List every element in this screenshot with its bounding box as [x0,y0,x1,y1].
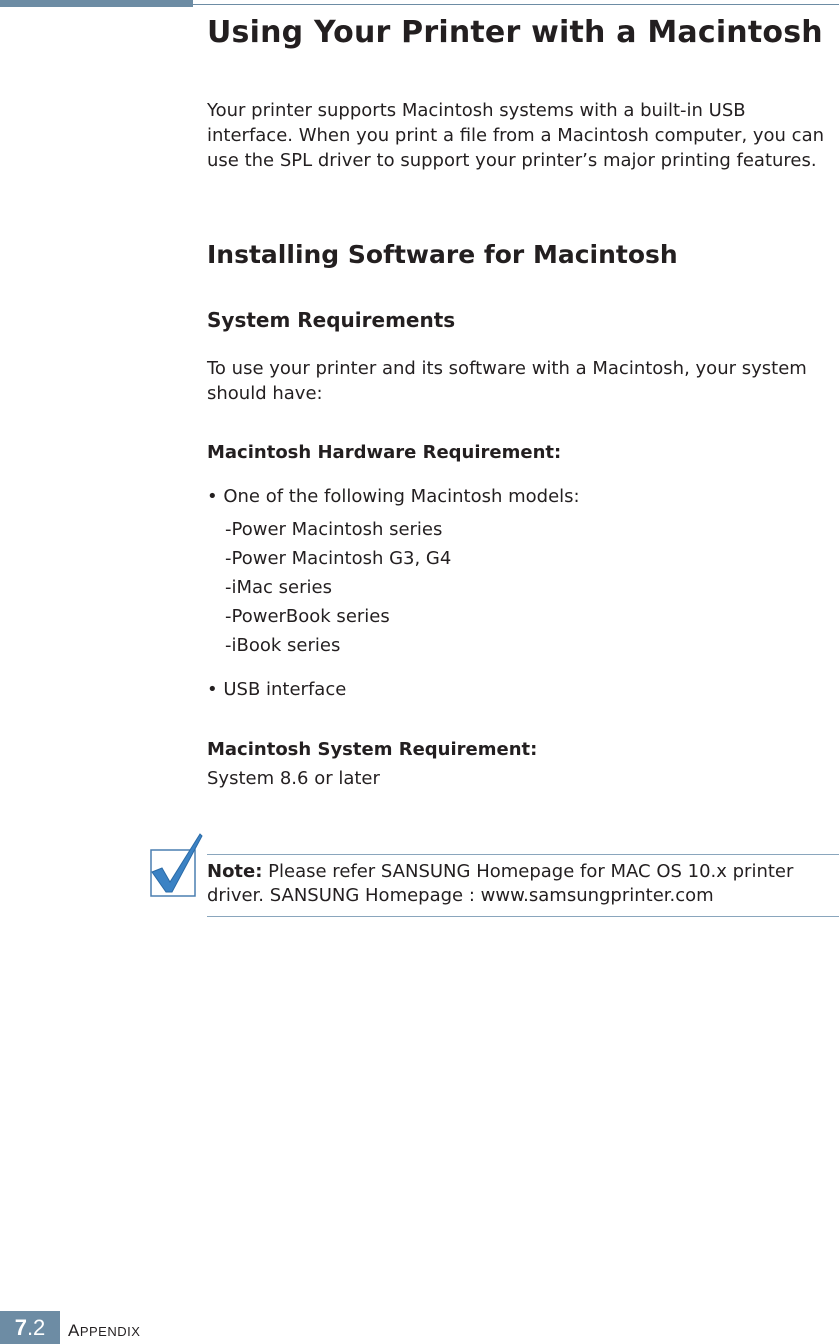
section-subheading: System Requirements [207,308,456,332]
section-heading: Installing Software for Macintosh [207,240,678,269]
footer-label-rest: PPENDIX [79,1324,141,1339]
list-item: -iBook series [225,635,341,656]
model-list [225,515,451,660]
note-text [207,860,837,908]
list-item: -Power Macintosh series [225,519,443,540]
header-accent-bar [0,0,193,7]
chapter-number: 7 [14,1315,27,1340]
note-bottom-rule [207,916,839,917]
note-body: Please refer SANSUNG Homepage for MAC OS 10.x printer driver. SANSUNG Homepage : www.samsungprinter.com [207,861,794,906]
system-requirement-title: Macintosh System Requirement: [207,739,538,760]
list-item: -Power Macintosh G3, G4 [225,548,452,569]
footer-section-label [68,1321,140,1341]
note-top-rule [207,854,839,855]
footer-label-initial: A [68,1321,80,1340]
note-label: Note: [207,861,263,882]
page-number: .2 [26,1315,46,1340]
usb-bullet: • USB interface [207,679,347,700]
system-requirement-value: System 8.6 or later [207,768,380,789]
requirements-intro: To use your printer and its software with a Macintosh, your system should have: [207,358,807,404]
page-number-badge [0,1311,60,1344]
list-item: -iMac series [225,577,332,598]
hardware-requirement-title: Macintosh Hardware Requirement: [207,442,562,463]
intro-paragraph: Your printer supports Macintosh systems with a built-in USB interface. When you print a file from a Macintosh computer, you can use the SPL driver to support your printer’s major printing features. [207,100,825,171]
checkmark-icon [148,830,204,900]
list-item: -PowerBook series [225,606,390,627]
page-title: Using Your Printer with a Macintosh [207,15,823,50]
models-bullet: • One of the following Macintosh models: [207,486,580,507]
header-rule [193,4,839,5]
